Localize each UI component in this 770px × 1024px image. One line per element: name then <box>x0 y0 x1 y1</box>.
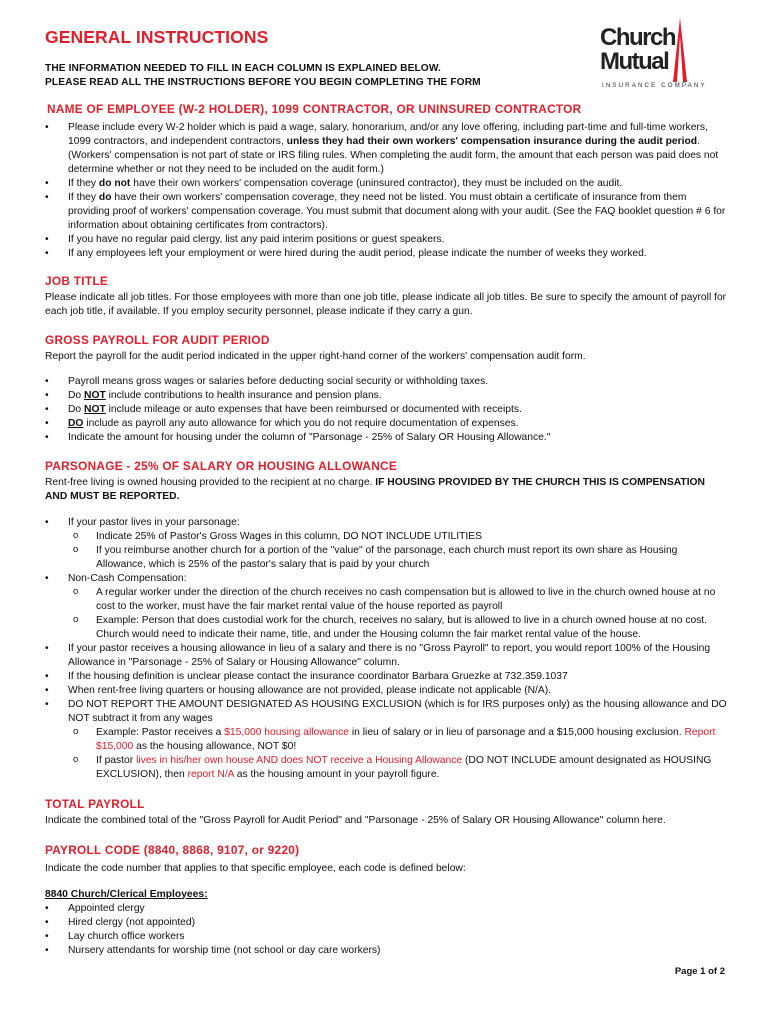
list-item: • Lay church office workers <box>45 930 727 944</box>
list-item: • Payroll means gross wages or salaries before deducting social security or withholding taxes. <box>45 375 727 389</box>
instruction-line-2: PLEASE READ ALL THE INSTRUCTIONS BEFORE YOU BEGIN COMPLETING THE FORM <box>45 76 481 88</box>
list-item: • If your pastor lives in your parsonage: o Indicate 25% of Pastor's Gross Wages in this column, DO NOT INCLUDE UTILITIES o If you reimburse another church for a portion of the "value" of the parsonage, each church must report its own share as Housing Allowance, which is 25% of the pastor's salary that is paid by your church <box>45 516 727 572</box>
sub-list <box>68 586 727 642</box>
list-item: • If the housing definition is unclear please contact the insurance coordinator Barbara Gruezke at 732.359.1037 <box>45 670 727 684</box>
section-heading-employee: NAME OF EMPLOYEE (W-2 HOLDER), 1099 CONTRACTOR, OR UNINSURED CONTRACTOR <box>47 102 582 117</box>
sub-list <box>68 530 727 572</box>
code-8840-list <box>45 902 727 958</box>
list-item: • When rent-free living quarters or housing allowance are not provided, please indicate not applicable (N/A). <box>45 684 727 698</box>
list-item: • If any employees left your employment or were hired during the audit period, please indicate the number of weeks they worked. <box>45 247 727 261</box>
list-item: • If your pastor receives a housing allowance in lieu of a salary and there is no "Gross Payroll" to report, you would report 100% of the Housing Allowance in "Parsonage - 25% of Salary or Housing Allowance" column. <box>45 642 727 670</box>
section-heading-payroll-code: PAYROLL CODE (8840, 8868, 9107, or 9220) <box>45 843 300 858</box>
list-item: • If you have no regular paid clergy, list any paid interim positions or guest speakers. <box>45 233 727 247</box>
payroll-code-text: Indicate the code number that applies to that specific employee, each code is defined below: <box>45 862 466 874</box>
page-number: Page 1 of 2 <box>674 966 725 977</box>
list-item: • Non-Cash Compensation: o A regular worker under the direction of the church receives no cash compensation but is allowed to live in the church owned house at no cost to the worker, must have the fair market rental value of the house reported as payroll o Example: Person that does custodial work for the church, receives no salary, but is allowed to live in a church owned house at no cost. Church would need to indicate their name, title, and under the Housing column the fair market rental value of the house. <box>45 572 727 642</box>
sub-list-item: o Indicate 25% of Pastor's Gross Wages in this column, DO NOT INCLUDE UTILITIES <box>68 530 727 544</box>
section-heading-gross-payroll: GROSS PAYROLL FOR AUDIT PERIOD <box>45 333 270 348</box>
logo-subtitle: INSURANCE COMPANY <box>602 82 707 89</box>
list-item: • Hired clergy (not appointed) <box>45 916 727 930</box>
sub-list <box>68 726 727 782</box>
list-item: • DO include as payroll any auto allowance for which you do not require documentation of expenses. <box>45 417 727 431</box>
sub-list-item: o Example: Person that does custodial work for the church, receives no salary, but is allowed to live in a church owned house at no cost. Church would need to indicate their name, title, and under the Housing column the fair market rental value of the house. <box>68 614 727 642</box>
job-title-text: Please indicate all job titles. For those employees with more than one job title, please indicate all job titles. Be sure to specify the amount of payroll for each job title, if available. If you employ security personnel, please indicate if they carry a gun. <box>45 292 727 318</box>
page-title: GENERAL INSTRUCTIONS <box>45 27 269 47</box>
logo-line2: Mutual <box>600 48 669 75</box>
list-item: • If they do have their own workers' compensation coverage, they need not be listed. You must obtain a certificate of insurance from them providing proof of workers' compensation coverage. You must submit that document along with your audit. (See the FAQ booklet question # 6 for information about obtaining certificates from contractors). <box>45 191 727 233</box>
sub-list-item: o A regular worker under the direction of the church receives no cash compensation but is allowed to live in the church owned house at no cost to the worker, must have the fair market rental value of the house reported as payroll <box>68 586 727 614</box>
list-item: • Appointed clergy <box>45 902 727 916</box>
logo-wordmark <box>600 26 675 74</box>
code-8840-heading: 8840 Church/Clerical Employees: <box>45 888 208 900</box>
list-item: • Do NOT include mileage or auto expenses that have been reimbursed or documented with receipts. <box>45 403 727 417</box>
total-payroll-text: Indicate the combined total of the "Gross Payroll for Audit Period" and "Parsonage - 25% of Salary OR Housing Allowance" column here. <box>45 815 666 827</box>
section-heading-parsonage: PARSONAGE - 25% OF SALARY OR HOUSING ALLOWANCE <box>45 459 398 474</box>
list-item: • Do NOT include contributions to health insurance and pension plans. <box>45 389 727 403</box>
employee-bullets <box>45 121 727 261</box>
list-item: • If they do not have their own workers' compensation coverage (uninsured contractor), they must be included on the audit. <box>45 177 727 191</box>
gross-payroll-bullets <box>45 375 727 445</box>
parsonage-text: Rent-free living is owned housing provided to the recipient at no charge. IF HOUSING PROVIDED BY THE CHURCH THIS IS COMPENSATION AND MUST BE REPORTED. <box>45 477 705 503</box>
parsonage-bullets <box>45 516 727 782</box>
church-mutual-logo <box>600 20 730 98</box>
list-item: • Nursery attendants for worship time (not school or day care workers) <box>45 944 727 958</box>
logo-line1: Church <box>600 24 675 51</box>
sub-list-item: o Example: Pastor receives a $15,000 housing allowance in lieu of salary or in lieu of parsonage and a $15,000 housing exclusion. Report $15,000 as the housing allowance, NOT $0! <box>68 726 727 754</box>
logo-steeple-icon <box>670 18 690 84</box>
list-item: • DO NOT REPORT THE AMOUNT DESIGNATED AS HOUSING EXCLUSION (which is for IRS purposes only) as the housing allowance and DO NOT subtract it from any wages o Example: Pastor receives a $15,000 housing allowance in lieu of salary or in lieu of parsonage and a $15,000 housing exclusion. Report $15,000 as the housing allowance, NOT $0! o If pastor lives in his/her own house AND does NOT receive a Housing Allowance (DO NOT INCLUDE amount designated as HOUSING EXCLUSION), then report N/A as the housing amount in your payroll figure. <box>45 698 727 782</box>
sub-list-item: o If you reimburse another church for a portion of the "value" of the parsonage, each church must report its own share as Housing Allowance, which is 25% of the pastor's salary that is paid by your church <box>68 544 727 572</box>
section-heading-job-title: JOB TITLE <box>45 274 108 289</box>
section-heading-total-payroll: TOTAL PAYROLL <box>45 797 145 812</box>
gross-payroll-text: Report the payroll for the audit period indicated in the upper right-hand corner of the workers' compensation audit form. <box>45 351 586 363</box>
list-item: • Indicate the amount for housing under the column of "Parsonage - 25% of Salary OR Housing Allowance." <box>45 431 727 445</box>
document-page <box>45 26 727 958</box>
list-item: • Please include every W-2 holder which is paid a wage, salary, honorarium, and/or any love offering, including part-time and full-time workers, 1099 contractors, and independent contractors, unless they had their own workers' compensation insurance during the audit period. (Workers' compensation is not part of state or IRS filing rules. When completing the audit form, the amount that each person was paid does not determine whether or not they need to be included on the audit form.) <box>45 121 727 177</box>
sub-list-item: o If pastor lives in his/her own house AND does NOT receive a Housing Allowance (DO NOT INCLUDE amount designated as HOUSING EXCLUSION), then report N/A as the housing amount in your payroll figure. <box>68 754 727 782</box>
instruction-line-1: THE INFORMATION NEEDED TO FILL IN EACH COLUMN IS EXPLAINED BELOW. <box>45 62 441 74</box>
